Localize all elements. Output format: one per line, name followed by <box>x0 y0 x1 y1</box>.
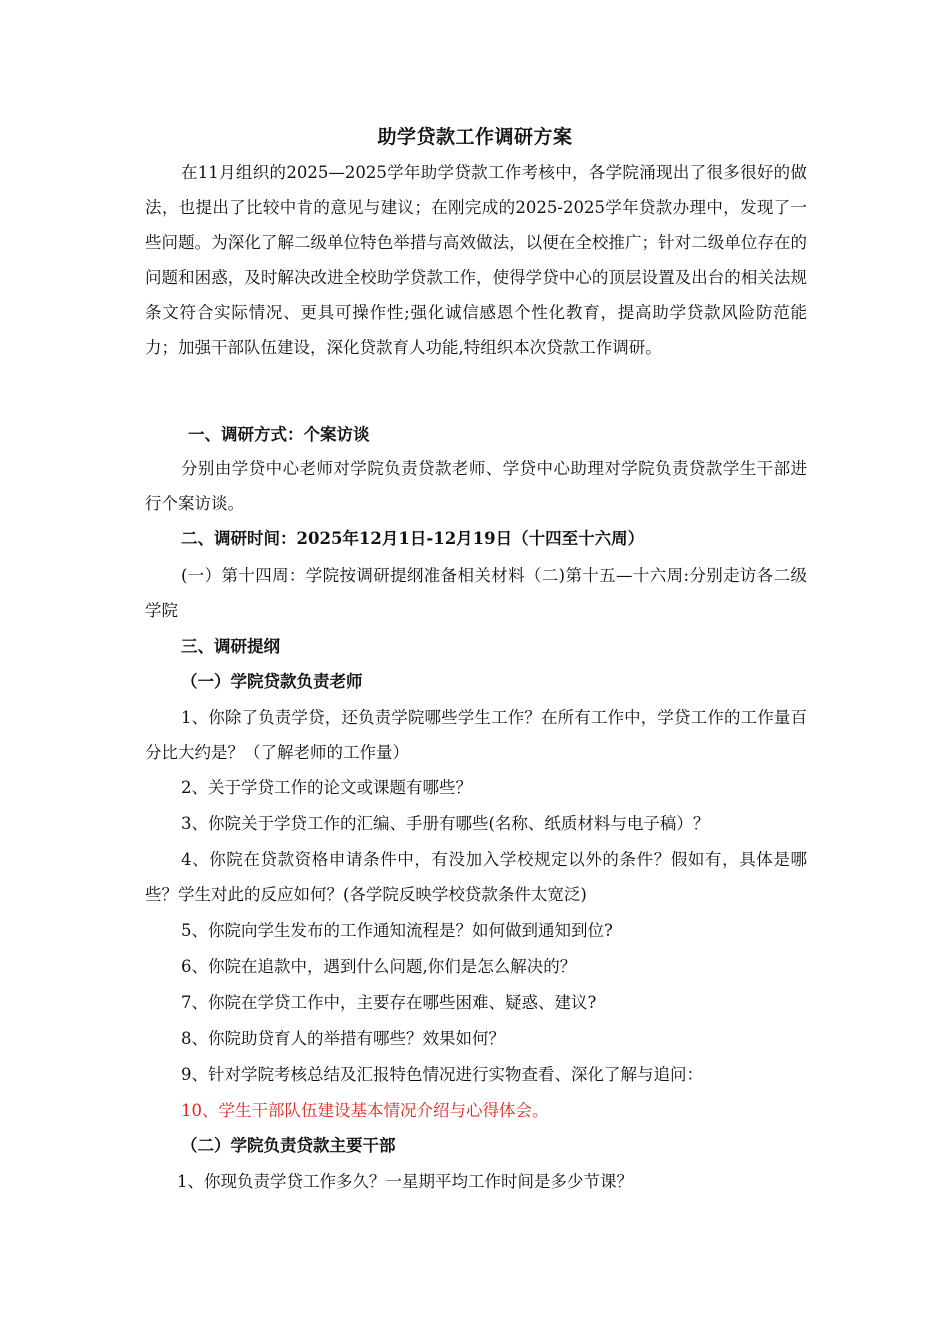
question-3: 3、你院关于学贷工作的汇编、手册有哪些(名称、纸质材料与电子稿）？ <box>181 814 710 833</box>
question-10: 10、学生干部队伍建设基本情况介绍与心得体会。 <box>181 1101 549 1120</box>
question-2: 2、关于学贷工作的论文或课题有哪些？ <box>181 778 472 797</box>
section1-body: 分别由学贷中心老师对学院负责贷款老师、学贷中心助理对学院负责贷款学生干部进行个案访谈。 <box>145 459 807 513</box>
section2-body: (一）第十四周：学院按调研提纲准备相关材料（二)第十五—十六周:分别走访各二级学院 <box>145 566 807 620</box>
section3-heading: 三、调研提纲 <box>181 637 280 656</box>
question-1: 1、你除了负责学贷，还负责学院哪些学生工作？在所有工作中，学贷工作的工作量百分比大约是？（了解老师的工作量） <box>145 708 807 762</box>
subsection2-heading: （二）学院负责贷款主要干部 <box>181 1136 396 1155</box>
question-5: 5、你院向学生发布的工作通知流程是？如何做到通知到位? <box>181 921 613 940</box>
section1-heading: 一、调研方式：个案访谈 <box>188 425 370 444</box>
staff-question-1: 1、你现负责学贷工作多久？一星期平均工作时间是多少节课？ <box>177 1172 633 1191</box>
section2-heading: 二、调研时间：2025年12月1日-12月19日（十四至十六周） <box>181 529 645 548</box>
subsection1-heading: （一）学院贷款负责老师 <box>181 672 363 691</box>
question-7: 7、你院在学贷工作中，主要存在哪些困难、疑惑、建议? <box>181 993 597 1012</box>
question-6: 6、你院在追款中，遇到什么问题,你们是怎么解决的？ <box>181 957 577 976</box>
document-title: 助学贷款工作调研方案 <box>377 126 573 148</box>
intro-paragraph: 在11月组织的2025—2025学年助学贷款工作考核中，各学院涌现出了很多很好的做法，也提出了比较中肯的意见与建议；在刚完成的2025-2025学年贷款办理中，发现了一些问题。为深化了解二级单位特色举措与高效做法，以便在全校推广；针对二级单位存在的问题和困惑，及时解决改进全校助学贷款工作，使得学贷中心的顶层设置及出台的相关法规条文符合实际情况、更具可操作性;强化诚信感恩个性化教育，提高助学贷款风险防范能力；加强干部队伍建设，深化贷款育人功能,特组织本次贷款工作调研。 <box>145 163 807 357</box>
question-9: 9、针对学院考核总结及汇报特色情况进行实物查看、深化了解与追问： <box>181 1065 703 1084</box>
question-8: 8、你院助贷育人的举措有哪些？效果如何？ <box>181 1029 505 1048</box>
question-4: 4、你院在贷款资格申请条件中，有没加入学校规定以外的条件？假如有，具体是哪些？学生对此的反应如何？(各学院反映学校贷款条件太宽泛) <box>145 850 807 904</box>
